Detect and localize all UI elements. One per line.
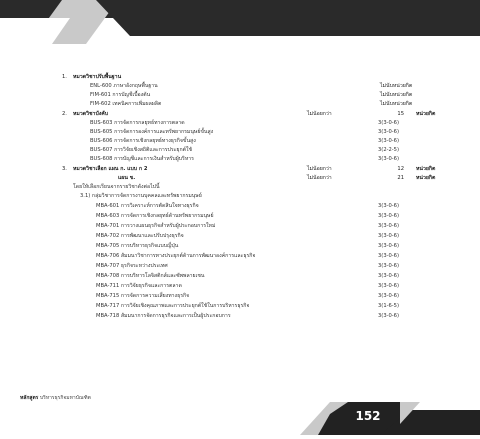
course-credit: 3(3-0-6)	[378, 138, 399, 144]
course-title: MBA-705 การบริหารธุรกิจแบบญี่ปุ่น	[96, 243, 179, 249]
course-row	[0, 292, 480, 301]
subgroup-title: 3.1) กลุ่มวิชาการจัดการงานบุคคลและทรัพยากรมนุษย์	[80, 193, 202, 199]
credit-note: ไม่นับหน่วยกิต	[380, 92, 413, 98]
footer-program: บริหารธุรกิจมหาบัณฑิต	[39, 395, 91, 401]
course-credit: 3(3-0-6)	[378, 129, 399, 135]
credit-note: ไม่นับหน่วยกิต	[380, 83, 413, 89]
credit-unit: หน่วยกิต	[416, 175, 436, 181]
course-row	[0, 302, 480, 311]
course-title: BUS-607 การวิจัยเชิงสถิติและการประยุกต์ใช้	[90, 147, 193, 153]
course-row	[0, 262, 480, 271]
course-title: BUS-608 การบัญชีและการเงินสำหรับผู้บริหาร	[90, 156, 194, 162]
course-credit: 3(3-0-6)	[378, 213, 399, 219]
min-credit-label: ไม่น้อยกว่า	[307, 166, 332, 172]
course-credit: 3(3-0-6)	[378, 156, 399, 162]
group-number: 3.	[62, 166, 67, 172]
course-title: MBA-706 สัมมนาวิชาการทางประยุกต์ด้านการพัฒนาองค์การและธุรกิจ	[96, 253, 256, 259]
course-row	[0, 100, 480, 109]
course-credit: 3(3-0-6)	[378, 120, 399, 126]
course-title: MBA-708 การบริหารโลจิสติกส์และซัพพลายเชน	[96, 273, 205, 279]
course-title: BUS-603 การจัดการกลยุทธ์ทางการตลาด	[90, 120, 185, 126]
group-title: หมวดวิชาปรับพื้นฐาน	[73, 74, 122, 80]
course-title: MBA-603 การจัดการเชิงกลยุทธ์ด้านทรัพยากรมนุษย์	[96, 213, 214, 219]
course-row	[0, 242, 480, 251]
course-credit: 3(1-6-5)	[378, 303, 399, 309]
course-title: MBA-701 การวางแผนธุรกิจสำหรับผู้ประกอบการใหม่	[96, 223, 216, 229]
group-row	[0, 73, 480, 82]
course-row	[0, 119, 480, 128]
course-title: MBA-601 การวิเคราะห์การตัดสินใจทางธุรกิจ	[96, 203, 199, 209]
course-title: MBA-718 สัมมนาการจัดการธุรกิจและการเป็นผู้ประกอบการ	[96, 313, 231, 319]
footer-caption	[20, 394, 91, 402]
course-row	[0, 82, 480, 91]
course-row	[0, 128, 480, 137]
credit-note: ไม่นับหน่วยกิต	[380, 101, 413, 107]
course-credit: 3(3-0-6)	[378, 293, 399, 299]
course-row	[0, 312, 480, 321]
course-title: MBA-707 ธุรกิจระหว่างประเทศ	[96, 263, 168, 269]
course-title: MBA-702 การพัฒนาและปรับปรุงธุรกิจ	[96, 233, 184, 239]
min-credit-value: 15	[397, 111, 404, 117]
intro-row	[0, 183, 480, 192]
course-title: BUS-606 การจัดการเชิงกลยุทธ์ทางธุรกิจขั้นสูง	[90, 138, 196, 144]
intro-text: โดยให้เลือกเรียนจากรายวิชาดังต่อไปนี้	[73, 184, 160, 190]
min-credit-value: 12	[397, 166, 404, 172]
course-row	[0, 232, 480, 241]
course-title: MBA-717 การวิจัยเชิงคุณภาพและการประยุกต์ใช้ในการบริหารธุรกิจ	[96, 303, 250, 309]
course-credit: 3(3-0-6)	[378, 233, 399, 239]
group-title: หมวดวิชาบังคับ	[73, 111, 109, 117]
course-title: FIM-601 การบัญชีเบื้องต้น	[90, 92, 151, 98]
course-row	[0, 155, 480, 164]
course-credit: 3(3-0-6)	[378, 223, 399, 229]
course-row	[0, 272, 480, 281]
course-credit: 3(3-0-6)	[378, 253, 399, 259]
min-credit-label: ไม่น้อยกว่า	[307, 111, 332, 117]
course-row	[0, 282, 480, 291]
course-credit: 3(3-0-6)	[378, 273, 399, 279]
course-credit: 3(3-0-6)	[378, 263, 399, 269]
course-title: BUS-605 การจัดการองค์การและทรัพยากรมนุษย์ขั้นสูง	[90, 129, 214, 135]
group-row	[0, 110, 480, 119]
group-number: 1.	[62, 74, 67, 80]
group-row	[0, 165, 480, 174]
group-title: หมวดวิชาเลือก แผน ก. แบบ ก 2	[73, 166, 148, 172]
subgroup-row	[0, 192, 480, 201]
course-title: MBA-715 การจัดการความเสี่ยงทางธุรกิจ	[96, 293, 190, 299]
course-credit: 3(2-2-5)	[378, 147, 399, 153]
course-row	[0, 252, 480, 261]
footer-label: หลักสูตร	[20, 395, 39, 401]
credit-unit: หน่วยกิต	[416, 111, 436, 117]
course-title: MBA-711 การวิจัยธุรกิจและการตลาด	[96, 283, 182, 289]
course-credit: 3(3-0-6)	[378, 283, 399, 289]
min-credit-value: 21	[397, 175, 404, 181]
course-credit: 3(3-0-6)	[378, 313, 399, 319]
course-row	[0, 146, 480, 155]
course-row	[0, 222, 480, 231]
footer-band	[0, 402, 480, 435]
course-row	[0, 137, 480, 146]
course-credit: 3(3-0-6)	[378, 243, 399, 249]
course-row	[0, 212, 480, 221]
group-number: 2.	[62, 111, 67, 117]
course-title: ENL-600 ภาษาอังกฤษพื้นฐาน	[90, 83, 158, 89]
course-row	[0, 202, 480, 211]
course-row	[0, 91, 480, 100]
min-credit-label: ไม่น้อยกว่า	[307, 175, 332, 181]
credit-unit: หน่วยกิต	[416, 166, 436, 172]
plan-row	[0, 174, 480, 183]
plan-title: แผน ข.	[118, 175, 136, 181]
page-number: 152	[355, 409, 381, 423]
course-credit: 3(3-0-6)	[378, 203, 399, 209]
course-title: FIM-602 เทคนิคการเพิ่มผลผลิต	[90, 101, 162, 107]
